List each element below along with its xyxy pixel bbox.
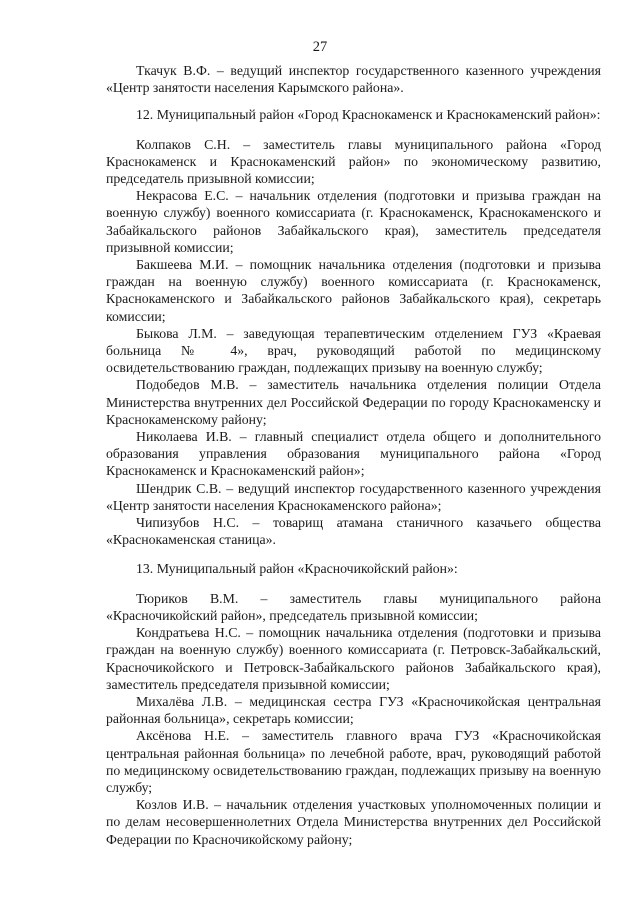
member-kozlov: Козлов И.В. – начальник отделения участковых уполномоченных полиции и по делам несовершеннолетних Отдела Министерства внутренних дел Российской Федерации по Красночикойскому району; <box>106 797 601 847</box>
member-tyurikov: Тюриков В.М. – заместитель главы муниципального района «Красночикойский район», председатель призывной комиссии; <box>106 590 601 623</box>
member-kolpakov: Колпаков С.Н. – заместитель главы муниципального района «Город Краснокаменск и Краснокаменский район» по экономическому развитию, председатель призывной комиссии; <box>106 136 601 187</box>
member-mikhaleva: Михалёва Л.В. – медицинская сестра ГУЗ «Красночикойская центральная районная больница», секретарь комиссии; <box>106 693 601 727</box>
member-baksheeva: Бакшеева М.И. – помощник начальника отделения (подготовки и призыва граждан на военную службу) военного комиссариата (г. Краснокаменск, Краснокаменского и Забайкальского районов Забайкальского края), секретарь комиссии; <box>106 257 601 324</box>
member-aksenova: Аксёнова Н.Е. – заместитель главного врача ГУЗ «Красночикойская центральная районная больница» по лечебной работе, врач, руководящий работой по медицинскому освидетельствованию граждан, подлежащих призыву на военную службу; <box>106 728 601 795</box>
member-tkachuk: Ткачук В.Ф. – ведущий инспектор государственного казенного учреждения «Центр занятости населения Карымского района». <box>106 63 601 96</box>
member-kondratieva: Кондратьева Н.С. – помощник начальника отделения (подготовки и призыва граждан на военную службу) военного комиссариата (г. Петровск-Забайкальский, Красночикойского и Петровск-Забайкальского районов Забайкальского края), заместитель председателя призывной комиссии; <box>106 625 601 692</box>
member-bykova: Быкова Л.М. – заведующая терапевтическим отделением ГУЗ «Краевая больница № 4», врач, руководящий работой по медицинскому освидетельствованию граждан, подлежащих призыву на военную службу; <box>106 325 601 376</box>
member-nikolaeva: Николаева И.В. – главный специалист отдела общего и дополнительного образования управления образования муниципального района «Город Краснокаменск и Краснокаменский район»; <box>106 429 601 479</box>
section-13-heading: 13. Муниципальный район «Красночикойский район»: <box>136 561 458 577</box>
member-podobedov: Подобедов М.В. – заместитель начальника отделения полиции Отдела Министерства внутренних дел Российской Федерации по городу Краснокаменску и Краснокаменскому району; <box>106 377 601 427</box>
page-number: 27 <box>312 39 328 55</box>
section-12-heading: 12. Муниципальный район «Город Краснокаменск и Краснокаменский район»: <box>136 107 601 123</box>
document-body <box>106 62 601 848</box>
member-nekrasova: Некрасова Е.С. – начальник отделения (подготовки и призыва граждан на военную службу) военного комиссариата (г. Краснокаменск, Краснокаменского и Забайкальского районов Забайкальского края), заместитель председателя призывной комиссии; <box>106 188 601 255</box>
member-shendrik: Шендрик С.В. – ведущий инспектор государственного казенного учреждения «Центр занятости населения Краснокаменского района»; <box>106 480 601 513</box>
member-chipizubov: Чипизубов Н.С. – товарищ атамана станичного казачьего общества «Краснокаменская станица». <box>106 515 601 548</box>
